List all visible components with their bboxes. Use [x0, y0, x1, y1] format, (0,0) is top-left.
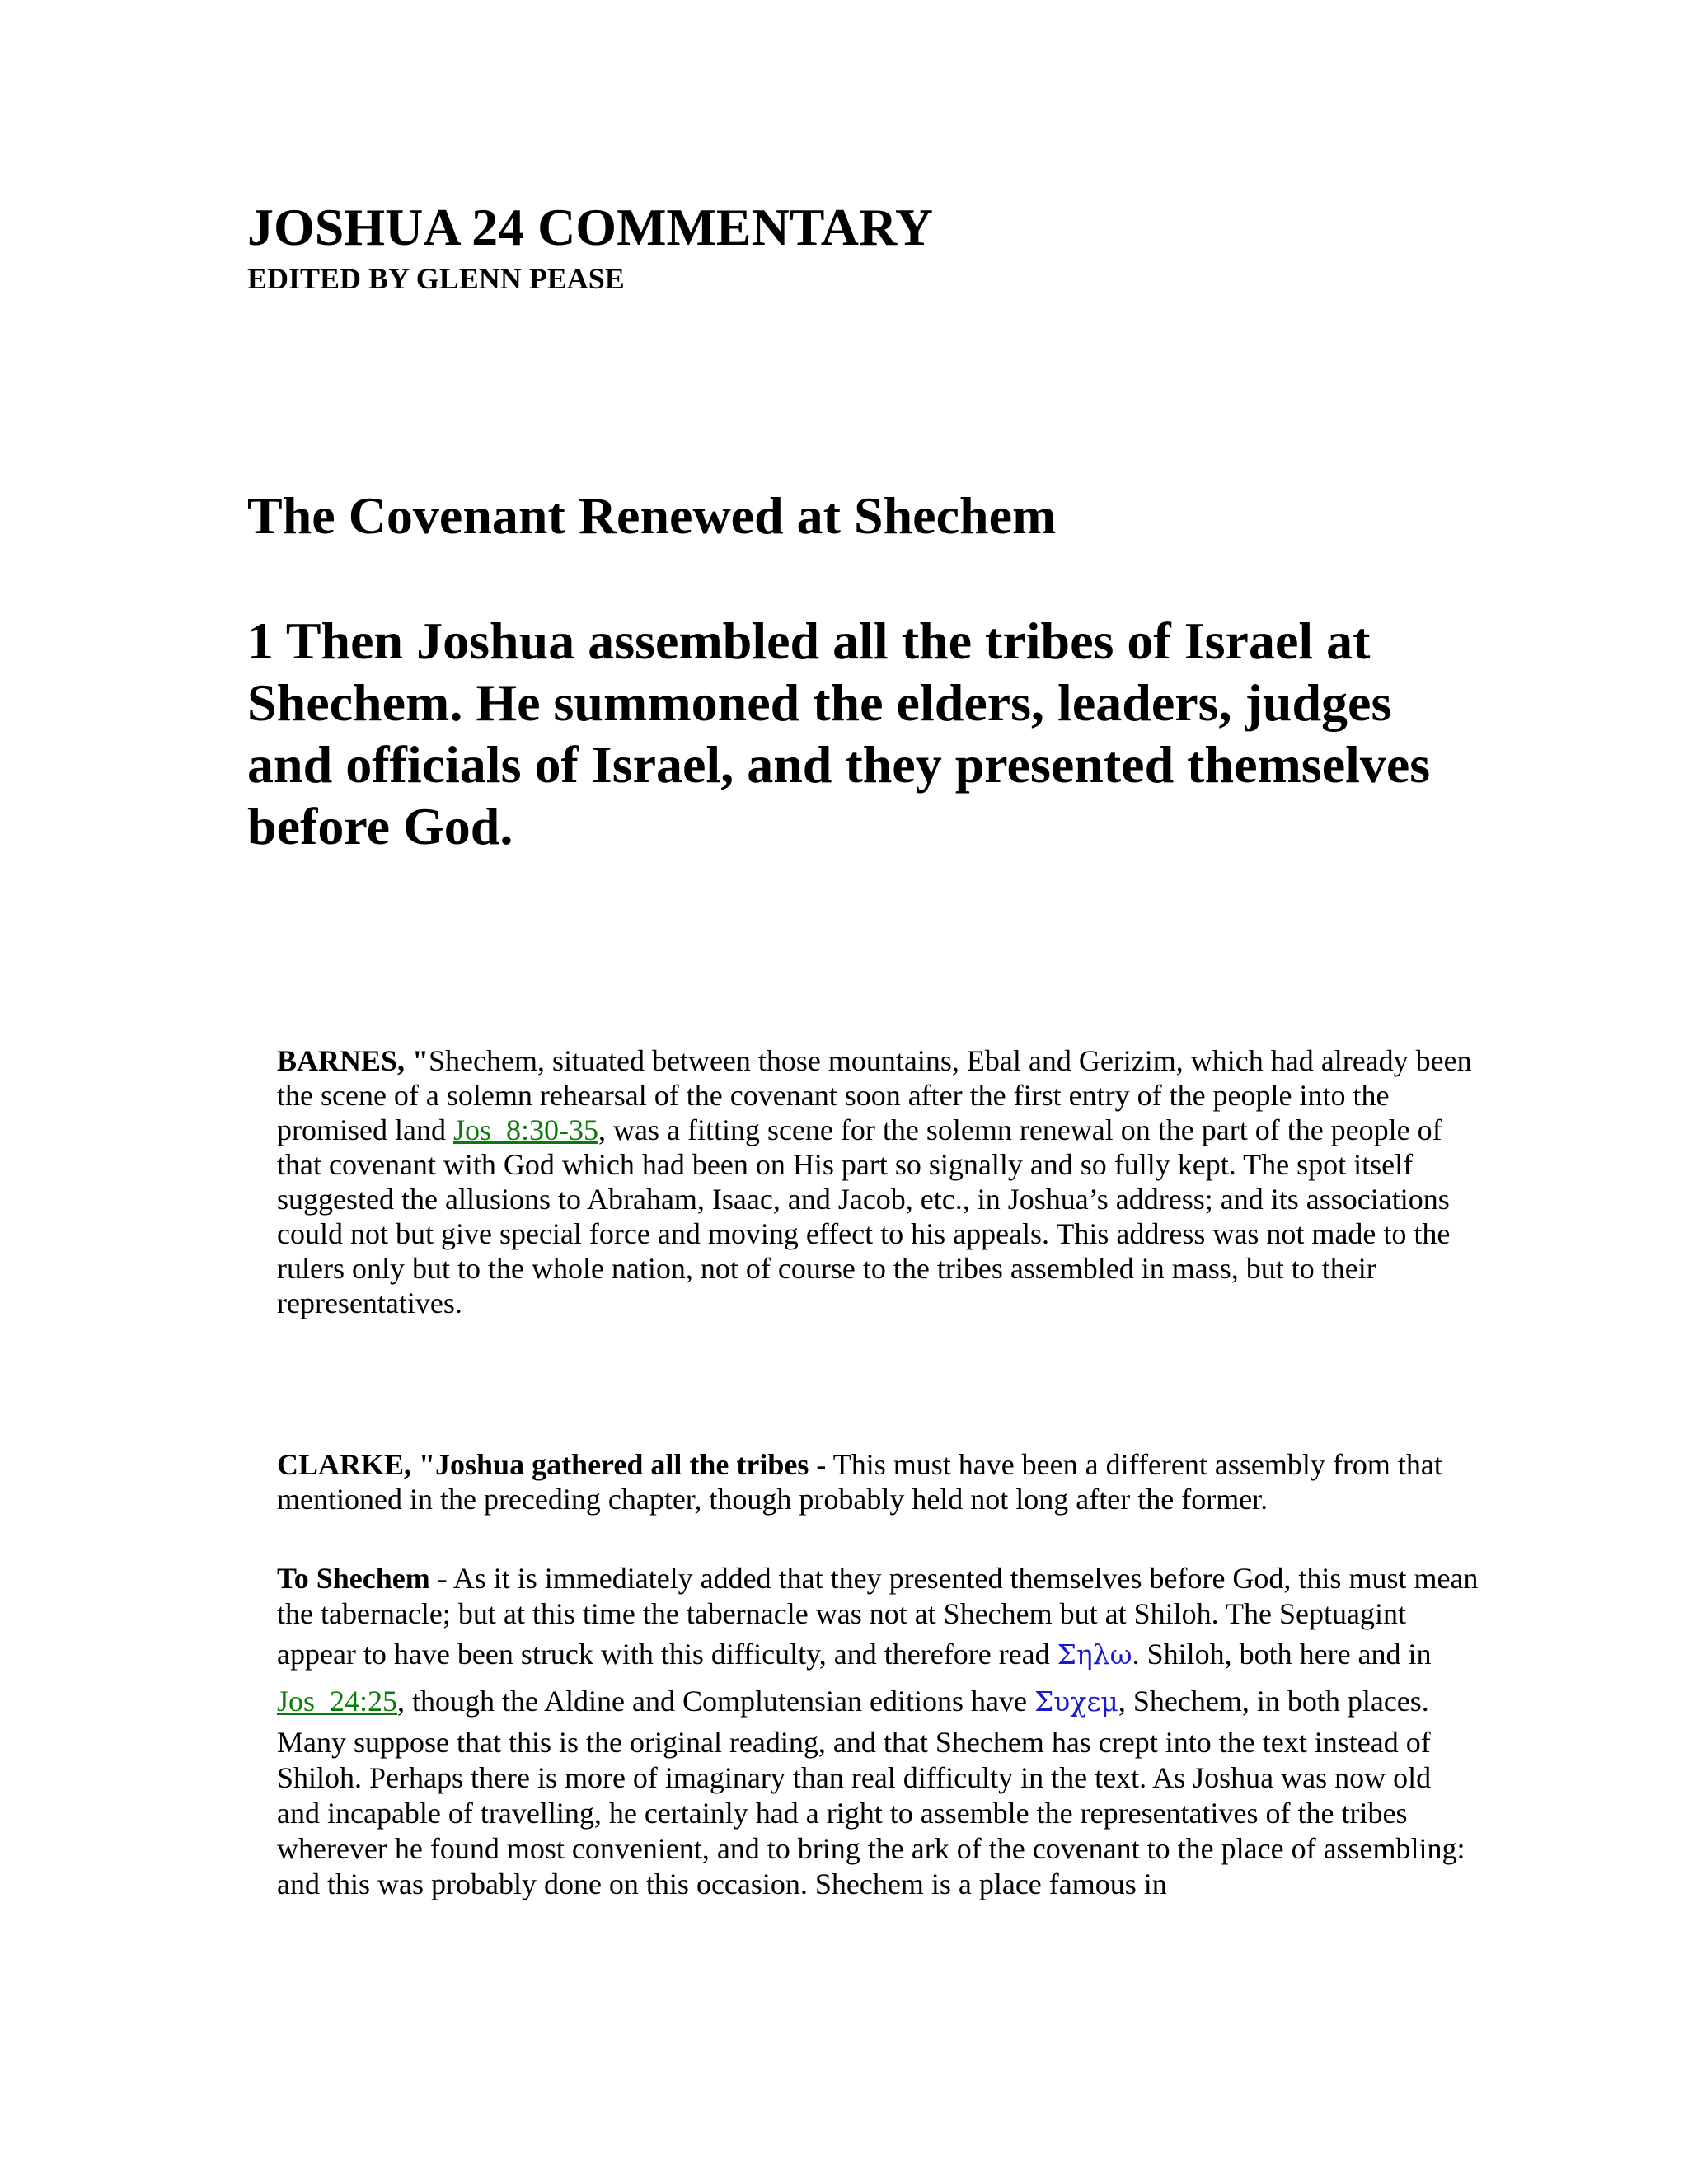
clarke-commentary-2 — [247, 1561, 1480, 1902]
clarke-text-2d: , Shechem, in both places. Many suppose that this is the original reading, and that Shechem has crept into the text instead of Shiloh. Perhaps there is more of imaginary than real difficulty in the text. As Joshua was now old and incapable of travelling, he certainly had a right to assemble the representatives of the tribes wherever he found most convenient, and to bring the ark of the covenant to the place of assembling: and this was probably done on this occasion. Shechem is a place famous in — [277, 1685, 1465, 1900]
clarke-text-2b: . Shiloh, both here and in — [1132, 1638, 1432, 1671]
barnes-commentary — [247, 1043, 1480, 1320]
clarke-lemma-2: To Shechem — [277, 1562, 430, 1595]
verse-text: 1 Then Joshua assembled all the tribes of Israel at Shechem. He summoned the elders, leaders, judges and officials of Israel, and they presented themselves before God. — [247, 612, 1431, 855]
document-title: JOSHUA 24 COMMENTARY — [247, 198, 934, 256]
clarke-commentary-1 — [247, 1447, 1480, 1516]
barnes-text-2: , was a fitting scene for the solemn renewal on the part of the people of that covenant with God which had been on His part so signally and so fully kept. The spot itself suggested the allusions to Abraham, Isaac, and Jacob, etc., in Joshua’s address; and its associations could not but give special force and moving effect to his appeals. This address was not made to the rulers only but to the whole nation, not of course to the tribes assembled in mass, but to their representatives. — [277, 1113, 1451, 1319]
scripture-link-jos-24-25[interactable]: Jos_24:25 — [277, 1685, 398, 1718]
clarke-source-label: CLARKE, " — [277, 1448, 436, 1481]
greek-word-selo: Σηλω — [1057, 1638, 1132, 1671]
greek-word-sychem: Συχεμ — [1034, 1685, 1118, 1718]
section-heading: The Covenant Renewed at Shechem — [247, 486, 1057, 545]
scripture-link-jos-8-30[interactable]: Jos_8:30-35 — [452, 1113, 598, 1146]
clarke-text-1: - This must have been a different assembly from that mentioned in the preceding chapter, though probably held not long after the former. — [277, 1448, 1442, 1516]
barnes-source-label: BARNES, " — [277, 1044, 429, 1077]
clarke-text-2c: , though the Aldine and Complutensian editions have — [397, 1685, 1034, 1718]
barnes-text-1: Shechem, situated between those mountains, Ebal and Gerizim, which had already been the scene of a solemn rehearsal of the covenant soon after the first entry of the people into the promised land — [277, 1044, 1472, 1146]
clarke-text-2a: - As it is immediately added that they presented themselves before God, this must mean the tabernacle; but at this time the tabernacle was not at Shechem but at Shiloh. The Septuagint appear to have been struck with this difficulty, and therefore read — [277, 1562, 1479, 1671]
clarke-lemma-1: Joshua gathered all the tribes — [435, 1448, 809, 1481]
document-subtitle: EDITED BY GLENN PEASE — [247, 262, 625, 295]
